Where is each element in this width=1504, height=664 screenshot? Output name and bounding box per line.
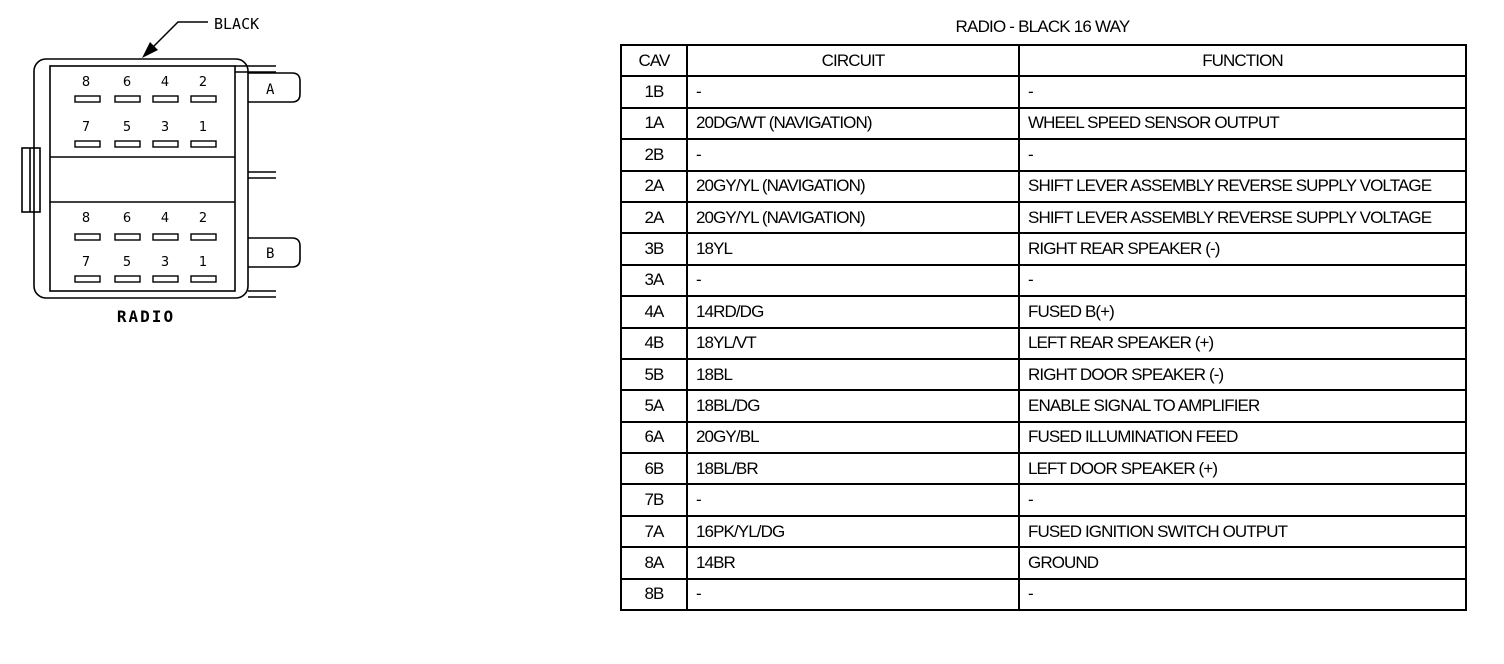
cavity-number: 8 bbox=[81, 211, 91, 226]
radio-connector-diagram bbox=[0, 0, 320, 340]
function-cell: ENABLE SIGNAL TO AMPLIFIER bbox=[1019, 390, 1466, 421]
function-cell: RIGHT REAR SPEAKER (-) bbox=[1019, 233, 1466, 264]
cavity-number: 6 bbox=[122, 211, 132, 226]
function-cell: - bbox=[1019, 579, 1466, 610]
cav-cell: 2A bbox=[621, 171, 687, 202]
cavity-block-b bbox=[75, 211, 216, 282]
table-row bbox=[621, 171, 1466, 202]
cavity-slot bbox=[75, 141, 100, 147]
table-row bbox=[621, 202, 1466, 233]
cav-cell: 4B bbox=[621, 328, 687, 359]
table-row bbox=[621, 108, 1466, 139]
circuit-cell: 18YL/VT bbox=[687, 328, 1019, 359]
function-cell: LEFT DOOR SPEAKER (+) bbox=[1019, 453, 1466, 484]
cavity-number: 5 bbox=[122, 120, 132, 135]
cav-cell: 5B bbox=[621, 359, 687, 390]
function-cell: LEFT REAR SPEAKER (+) bbox=[1019, 328, 1466, 359]
cavity-slot bbox=[153, 141, 178, 147]
cav-cell: 8A bbox=[621, 547, 687, 578]
circuit-cell: - bbox=[687, 139, 1019, 170]
table-row bbox=[621, 453, 1466, 484]
table-row bbox=[621, 296, 1466, 327]
cav-cell: 2A bbox=[621, 202, 687, 233]
circuit-cell: 14BR bbox=[687, 547, 1019, 578]
cavity-slot bbox=[75, 234, 100, 240]
cavity-number: 3 bbox=[160, 120, 170, 135]
cav-cell: 4A bbox=[621, 296, 687, 327]
table-row bbox=[621, 328, 1466, 359]
table-row bbox=[621, 76, 1466, 107]
circuit-cell: 20GY/YL (NAVIGATION) bbox=[687, 202, 1019, 233]
circuit-cell: - bbox=[687, 579, 1019, 610]
cavity-number: 1 bbox=[198, 120, 208, 135]
cav-cell: 7A bbox=[621, 516, 687, 547]
cav-cell: 1B bbox=[621, 76, 687, 107]
cavity-number: 4 bbox=[160, 211, 170, 226]
table-title: RADIO - BLACK 16 WAY bbox=[955, 17, 1130, 36]
circuit-cell: 18BL bbox=[687, 359, 1019, 390]
table-header-row bbox=[621, 45, 1466, 76]
function-cell: - bbox=[1019, 484, 1466, 515]
callout-arrow-icon bbox=[142, 22, 208, 58]
cavity-number: 7 bbox=[81, 255, 91, 270]
cavity-number: 3 bbox=[160, 255, 170, 270]
circuit-cell: 18YL bbox=[687, 233, 1019, 264]
cavity-block-a bbox=[75, 75, 216, 147]
function-cell: - bbox=[1019, 265, 1466, 296]
cavity-number: 7 bbox=[81, 120, 91, 135]
cavity-slot bbox=[191, 96, 216, 102]
function-cell: RIGHT DOOR SPEAKER (-) bbox=[1019, 359, 1466, 390]
function-cell: GROUND bbox=[1019, 547, 1466, 578]
cavity-number: 5 bbox=[122, 255, 132, 270]
table-row bbox=[621, 390, 1466, 421]
cav-cell: 5A bbox=[621, 390, 687, 421]
circuit-cell: - bbox=[687, 484, 1019, 515]
cavity-number: 2 bbox=[198, 75, 208, 90]
cavity-slot bbox=[191, 234, 216, 240]
function-cell: - bbox=[1019, 76, 1466, 107]
cavity-number: 6 bbox=[122, 75, 132, 90]
color-callout-label: BLACK bbox=[214, 15, 260, 33]
column-header-circuit: CIRCUIT bbox=[687, 45, 1019, 76]
circuit-cell: 20GY/YL (NAVIGATION) bbox=[687, 171, 1019, 202]
table-row bbox=[621, 484, 1466, 515]
table-row bbox=[621, 139, 1466, 170]
table-row bbox=[621, 579, 1466, 610]
circuit-cell: 20DG/WT (NAVIGATION) bbox=[687, 108, 1019, 139]
cav-cell: 6A bbox=[621, 422, 687, 453]
connector-label: RADIO bbox=[116, 307, 176, 326]
circuit-cell: 16PK/YL/DG bbox=[687, 516, 1019, 547]
pinout-table bbox=[620, 44, 1467, 611]
cavity-slot bbox=[115, 234, 140, 240]
cavity-slot bbox=[191, 276, 216, 282]
function-cell: FUSED B(+) bbox=[1019, 296, 1466, 327]
table-row bbox=[621, 516, 1466, 547]
cav-cell: 1A bbox=[621, 108, 687, 139]
table-row bbox=[621, 265, 1466, 296]
function-cell: SHIFT LEVER ASSEMBLY REVERSE SUPPLY VOLTAGE bbox=[1019, 202, 1466, 233]
cavity-slot bbox=[153, 234, 178, 240]
column-header-function: FUNCTION bbox=[1019, 45, 1466, 76]
cavity-number: 1 bbox=[198, 255, 208, 270]
cavity-slot bbox=[75, 276, 100, 282]
circuit-cell: 18BL/BR bbox=[687, 453, 1019, 484]
cav-cell: 6B bbox=[621, 453, 687, 484]
cav-cell: 8B bbox=[621, 579, 687, 610]
cavity-slot bbox=[115, 96, 140, 102]
column-header-cav: CAV bbox=[621, 45, 687, 76]
cavity-slot bbox=[115, 276, 140, 282]
cav-cell: 7B bbox=[621, 484, 687, 515]
cavity-slot bbox=[115, 141, 140, 147]
side-a-label: A bbox=[266, 82, 275, 98]
table-row bbox=[621, 233, 1466, 264]
cavity-number: 2 bbox=[198, 211, 208, 226]
cavity-slot bbox=[153, 276, 178, 282]
cavity-number: 8 bbox=[81, 75, 91, 90]
table-row bbox=[621, 547, 1466, 578]
table-row bbox=[621, 422, 1466, 453]
cav-cell: 2B bbox=[621, 139, 687, 170]
cavity-number: 4 bbox=[160, 75, 170, 90]
circuit-cell: 14RD/DG bbox=[687, 296, 1019, 327]
function-cell: WHEEL SPEED SENSOR OUTPUT bbox=[1019, 108, 1466, 139]
circuit-cell: 18BL/DG bbox=[687, 390, 1019, 421]
table-row bbox=[621, 359, 1466, 390]
cavity-slot bbox=[153, 96, 178, 102]
function-cell: SHIFT LEVER ASSEMBLY REVERSE SUPPLY VOLTAGE bbox=[1019, 171, 1466, 202]
circuit-cell: - bbox=[687, 265, 1019, 296]
cavity-slot bbox=[191, 141, 216, 147]
cavity-slot bbox=[75, 96, 100, 102]
function-cell: FUSED IGNITION SWITCH OUTPUT bbox=[1019, 516, 1466, 547]
cav-cell: 3B bbox=[621, 233, 687, 264]
cav-cell: 3A bbox=[621, 265, 687, 296]
side-b-label: B bbox=[266, 246, 275, 262]
circuit-cell: 20GY/BL bbox=[687, 422, 1019, 453]
function-cell: - bbox=[1019, 139, 1466, 170]
function-cell: FUSED ILLUMINATION FEED bbox=[1019, 422, 1466, 453]
circuit-cell: - bbox=[687, 76, 1019, 107]
